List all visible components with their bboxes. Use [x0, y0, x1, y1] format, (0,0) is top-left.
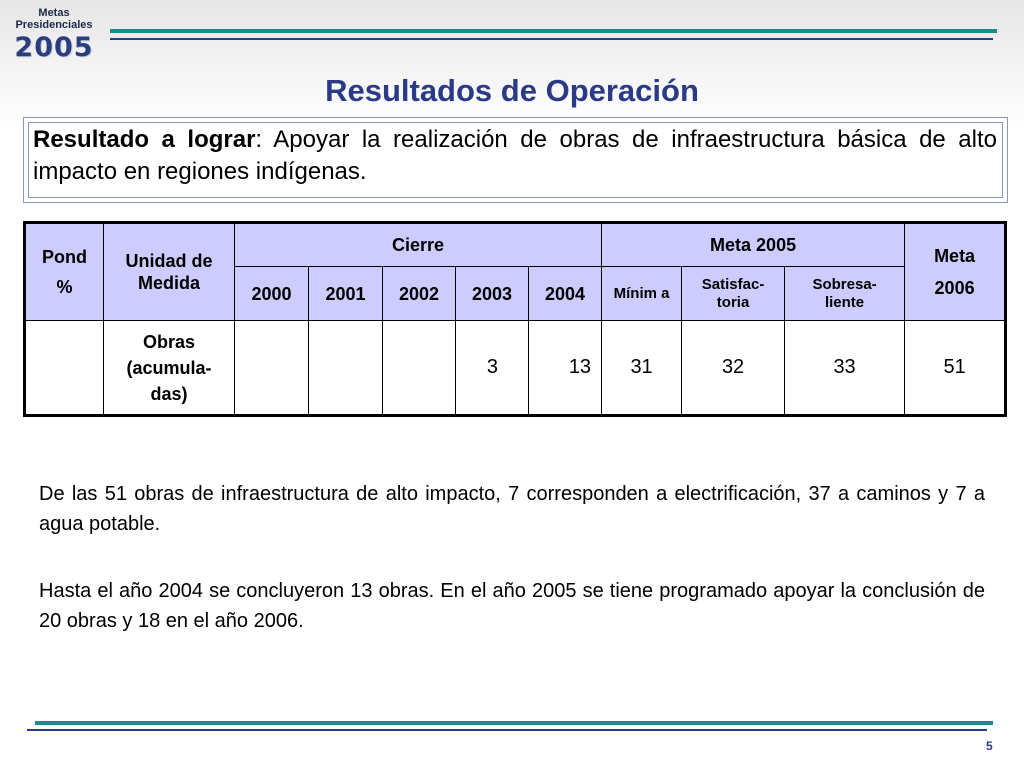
header-year-2002: 2002	[383, 267, 456, 321]
cell-unidad-medida	[104, 321, 235, 416]
result-label: Resultado a lograr	[33, 126, 256, 153]
cell-unidad-line2: (acumula-	[126, 357, 212, 378]
footer-rule-navy	[27, 729, 987, 731]
header-year-2001: 2001	[309, 267, 383, 321]
cell-2001	[309, 321, 383, 416]
cell-sobresaliente: 33	[785, 321, 905, 416]
header-meta-2006	[905, 223, 1006, 321]
cell-meta-2006: 51	[905, 321, 1006, 416]
logo-line-1: Metas	[38, 7, 70, 19]
cell-2000	[235, 321, 309, 416]
footer-rule-teal	[35, 721, 993, 725]
header-meta-2006-line1: Meta	[934, 246, 976, 266]
logo-year: 2005	[14, 32, 94, 63]
results-table	[23, 221, 1007, 417]
header-meta-2006-line2: 2006	[934, 278, 975, 298]
cell-2004: 13	[529, 321, 602, 416]
page-number: 5	[986, 739, 993, 753]
cell-2003: 3	[456, 321, 529, 416]
result-box	[23, 117, 1008, 203]
result-description: Apoyar la realización de obras de infraestructura básica de alto impacto en regiones indígenas.	[33, 126, 997, 185]
metas-presidenciales-logo	[6, 4, 102, 66]
result-separator: :	[255, 126, 263, 153]
cell-unidad-line1: Obras	[142, 331, 196, 352]
page-title: Resultados de Operación	[325, 73, 699, 108]
header-pond-line2: %	[56, 277, 73, 297]
cell-satisfactoria: 32	[682, 321, 785, 416]
logo-line-2: Presidenciales	[15, 19, 93, 31]
paragraph-obras-progress: Hasta el año 2004 se concluyeron 13 obras. En el año 2005 se tiene programado apoyar la conclusión de 20 obras y 18 en el año 2006.	[39, 580, 985, 632]
header-rule-navy	[110, 38, 993, 40]
header-year-2004: 2004	[529, 267, 602, 321]
cell-2002	[383, 321, 456, 416]
result-text	[33, 124, 997, 188]
header-sobresaliente: Sobresa- liente	[785, 267, 905, 321]
header-year-2003: 2003	[456, 267, 529, 321]
cell-unidad-line3: das)	[150, 383, 188, 404]
header-year-2000: 2000	[235, 267, 309, 321]
header-unidad-medida: Unidad de Medida	[104, 223, 235, 321]
header-minima: Mínim a	[602, 267, 682, 321]
cell-minima: 31	[602, 321, 682, 416]
header-rule-teal	[110, 29, 997, 33]
header-cierre: Cierre	[235, 223, 602, 267]
header-pond-line1: Pond	[42, 247, 87, 267]
header-meta-2005: Meta 2005	[602, 223, 905, 267]
paragraph-obras-breakdown: De las 51 obras de infraestructura de alto impacto, 7 corresponden a electrificación, 37 a caminos y 7 a agua potable.	[39, 483, 985, 535]
cell-pond	[25, 321, 104, 416]
header-satisfactoria: Satisfac- toria	[682, 267, 785, 321]
header-pond	[25, 223, 104, 321]
